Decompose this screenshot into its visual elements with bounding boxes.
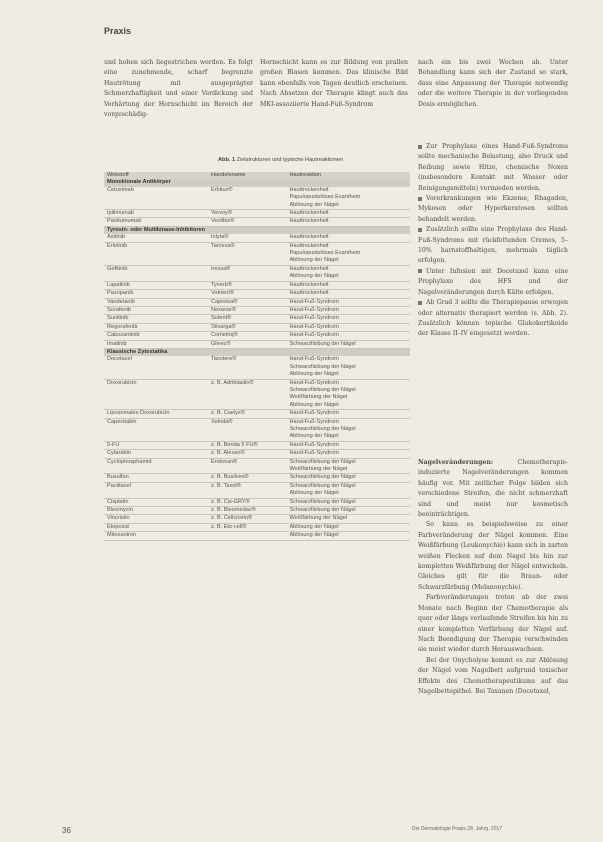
cell-hautreaktion bbox=[286, 290, 410, 297]
square-bullet-icon bbox=[418, 228, 422, 232]
cell-wirkstoff: Etoposid bbox=[107, 523, 129, 530]
reaction-line: Hand-Fuß-Syndrom bbox=[289, 306, 339, 313]
table-row bbox=[104, 515, 410, 523]
table-row bbox=[104, 234, 410, 242]
cell-wirkstoff: Sorafenib bbox=[107, 306, 131, 313]
table-row bbox=[104, 266, 410, 282]
reaction-line: Hauttrockenheit bbox=[289, 234, 329, 241]
cell-wirkstoff: Cetuximab bbox=[107, 186, 134, 193]
cell-hautreaktion bbox=[286, 282, 410, 289]
cell-handelsname: z. B. Taxol® bbox=[210, 482, 241, 489]
reaction-line: Weißfärbung der Nägel bbox=[289, 394, 348, 401]
reaction-line: Hauttrockenheit bbox=[289, 242, 329, 249]
reaction-line: Hauttrockenheit bbox=[289, 290, 329, 297]
cell-handelsname: z. B. Busilvex® bbox=[210, 474, 249, 481]
body-column-2 bbox=[260, 58, 408, 110]
group-title: Monoklonale Antikörper bbox=[107, 179, 171, 186]
cell-hautreaktion bbox=[286, 450, 410, 457]
cell-wirkstoff: Cytarabin bbox=[107, 450, 131, 457]
reaction-line: Hand-Fuß-Syndrom bbox=[289, 298, 339, 305]
cell-hautreaktion bbox=[286, 234, 410, 241]
cell-wirkstoff: Lapatinib bbox=[107, 281, 130, 288]
table-row bbox=[104, 332, 410, 340]
cell-wirkstoff: Doxorubicin bbox=[107, 379, 137, 386]
cell-wirkstoff: Mitoxantron bbox=[107, 532, 137, 539]
reaction-line: Schwarzfärbung der Nägel bbox=[289, 482, 356, 489]
cell-hautreaktion bbox=[286, 419, 410, 441]
cell-wirkstoff: Capecitabin bbox=[107, 418, 137, 425]
cell-handelsname: Caprelsa® bbox=[210, 298, 238, 305]
cell-hautreaktion bbox=[286, 483, 410, 498]
cell-wirkstoff: Vincristin bbox=[107, 515, 130, 522]
table-row bbox=[104, 187, 410, 210]
body-column-1 bbox=[104, 58, 253, 120]
cell-handelsname: Erbitux® bbox=[210, 186, 233, 193]
paragraph: und hohen sich liegestrichen werden. Es folgt eine zunehmende, scharf begrenzte Hautrötung mit ausgeprägter Schmerzhaftigkeit und einer Verdickung und Verhärtung der Hornschicht im Bereich der vorgeschädig- bbox=[104, 59, 253, 119]
cell-hautreaktion bbox=[286, 315, 410, 322]
paragraph bbox=[418, 458, 568, 520]
cell-hautreaktion bbox=[286, 307, 410, 314]
table-row bbox=[104, 507, 410, 515]
bullet-text: Unter Infusion mit Docetaxel kann eine Prophylaxe des HFS und der Nagelveränderungen durch Kälte erfolgen. bbox=[418, 267, 568, 296]
cell-wirkstoff: Gefitinib bbox=[107, 265, 128, 272]
cell-wirkstoff: Erlotinib bbox=[107, 242, 128, 249]
nail-changes-section bbox=[418, 458, 568, 697]
table-row bbox=[104, 315, 410, 323]
reaction-line: Ablösung der Nägel bbox=[289, 490, 339, 497]
cell-hautreaktion bbox=[286, 532, 410, 539]
reaction-line: Hand-Fuß-Syndrom bbox=[289, 356, 339, 363]
cell-handelsname: Glivec® bbox=[210, 340, 231, 347]
cell-hautreaktion bbox=[286, 380, 410, 410]
cell-handelsname: z. B. Adriblastin® bbox=[210, 379, 254, 386]
paragraph: So kann es beispielsweise zu einer Farbveränderung der Nägel kommen. Eine Weißfärbung (Leukonychie) kann sich in zarten weißen Flecken auf dem Nagel bis hin zur kompletten Weißfärbung der Nägel entwickeln. Gleiches gilt für die Braun- oder Schwarzfärbung (Melanonychie). bbox=[418, 521, 568, 591]
caption-text: Zielstrukturen und typische Hautreaktionen bbox=[236, 157, 343, 163]
cell-wirkstoff: Docetaxel bbox=[107, 356, 132, 363]
table-row bbox=[104, 532, 410, 540]
reaction-line: Ablösung der Nägel bbox=[289, 532, 339, 539]
table-row bbox=[104, 307, 410, 315]
paragraph: nach ein bis zwei Wochen ab. Unter Behandlung kann sich der Zustand so stark, dass eine Anpassung der Therapie notwendig oder die weitere Therapie in der vorliegenden Dosis ermöglichen. bbox=[418, 59, 568, 108]
cell-handelsname: z. B. Eto-cell® bbox=[210, 523, 247, 530]
cell-handelsname: Yervoy® bbox=[210, 210, 232, 217]
table-row bbox=[104, 419, 410, 442]
paragraph: Bei der Onycholyse kommt es zur Ablösung der Nägel vom Nagelbett aufgrund toxischer Effekte des Chemotherapeutikums auf das Nagelbettepithel. Bei Taxanen (Docetaxel, bbox=[418, 656, 568, 695]
cell-hautreaktion bbox=[286, 218, 410, 225]
cell-handelsname: z. B. Benda 5 FU® bbox=[210, 441, 258, 448]
cell-handelsname: z. B. Cis-GRY® bbox=[210, 498, 250, 505]
cell-hautreaktion bbox=[286, 410, 410, 417]
reaction-line: Schwarzfärbung der Nägel bbox=[289, 474, 356, 481]
cell-hautreaktion bbox=[286, 341, 410, 348]
cell-handelsname: Tarceva® bbox=[210, 242, 235, 249]
cell-wirkstoff: Regorafenib bbox=[107, 323, 138, 330]
reaction-line: Hauttrockenheit bbox=[289, 218, 329, 225]
reaction-line: Papulopustulöses Exanthem bbox=[289, 250, 361, 257]
body-column-3-top bbox=[418, 58, 568, 110]
reaction-line: Hand-Fuß-Syndrom bbox=[289, 315, 339, 322]
table-row bbox=[104, 499, 410, 507]
reaction-line: Ablösung der Nägel bbox=[289, 201, 339, 208]
table-row bbox=[104, 459, 410, 475]
reaction-line: Ablösung der Nägel bbox=[289, 257, 339, 264]
table-row bbox=[104, 341, 410, 349]
cell-handelsname: Inlyta® bbox=[210, 234, 229, 241]
recommendation-list bbox=[418, 142, 568, 340]
table-row bbox=[104, 356, 410, 379]
bullet-text: Zur Prophylaxe eines Hand-Fuß-Syndroms sollte mechanische Belastung, also Druck und Reibung sowie Hitze, chemische Noxen (insbesondere Kontakt mit Wasser oder Reinigungsmitteln) vermieden werden. bbox=[418, 143, 568, 192]
cell-wirkstoff: Pazopanib bbox=[107, 290, 134, 297]
bullet-item bbox=[418, 267, 568, 298]
reaction-line: Ablösung der Nägel bbox=[289, 523, 339, 530]
reaction-line: Ablösung der Nägel bbox=[289, 433, 339, 440]
square-bullet-icon bbox=[418, 145, 422, 149]
cell-wirkstoff: Liposomales Doxorubicin bbox=[107, 410, 170, 417]
table-row bbox=[104, 442, 410, 450]
cell-wirkstoff: Busulfan bbox=[107, 474, 129, 481]
cell-wirkstoff: Imatinib bbox=[107, 340, 127, 347]
cell-hautreaktion bbox=[286, 299, 410, 306]
cell-hautreaktion bbox=[286, 332, 410, 339]
reaction-line: Hand-Fuß-Syndrom bbox=[289, 332, 339, 339]
cell-wirkstoff: Ipilimumab bbox=[107, 210, 135, 217]
runin-heading: Nagelveränderungen: bbox=[418, 459, 494, 466]
reaction-line: Hauttrockenheit bbox=[289, 186, 329, 193]
table-row bbox=[104, 410, 410, 418]
cell-handelsname: Votrient® bbox=[210, 290, 235, 297]
cell-handelsname: Taxotere® bbox=[210, 356, 237, 363]
bullet-text: Vorerkrankungen wie Ekzeme, Rhagaden, Mykosen oder Hyperkeratosen sollten behandelt werden. bbox=[418, 195, 568, 223]
caption-label: Abb. 1 bbox=[218, 157, 236, 163]
column-header-wirkstoff: Wirkstoff bbox=[107, 172, 129, 178]
cell-hautreaktion bbox=[286, 187, 410, 209]
cell-handelsname: z. B. Alexan® bbox=[210, 450, 245, 457]
reaction-line: Hand-Fuß-Syndrom bbox=[289, 450, 339, 457]
cell-handelsname: Cometriq® bbox=[210, 332, 238, 339]
reaction-line: Ablösung der Nägel bbox=[289, 401, 339, 408]
cell-handelsname: Stivarga® bbox=[210, 323, 236, 330]
bullet-text: Ab Grad 3 sollte die Therapiepause erwogen oder alternativ therapiert werden (s. Abb. 2). Zusätzlich können topische Glukokortikoide der Klasse II–IV eingesetzt werden. bbox=[418, 299, 568, 338]
cell-hautreaktion bbox=[286, 266, 410, 281]
cell-hautreaktion bbox=[286, 515, 410, 522]
reaction-line: Schwarzfärbung der Nägel bbox=[289, 426, 356, 432]
cell-handelsname: z. B. Cellcristin® bbox=[210, 515, 253, 522]
cell-handelsname: z. B. Bleomedac® bbox=[210, 507, 256, 514]
paragraph: Hornschicht kann es zur Bildung von prallen großen Blasen kommen. Das klinische Bild kann ebenfalls von Tagen deutlich erscheinen. Nach Absetzen der Therapie klingt auch das MKI-assoziierte Hand-Fuß-Syndrom bbox=[260, 59, 408, 108]
reaction-line: Hand-Fuß-Syndrom bbox=[289, 441, 339, 448]
square-bullet-icon bbox=[418, 197, 422, 201]
cell-handelsname: z. B. Caelyx® bbox=[210, 410, 245, 417]
group-title: Klassische Zytostatika bbox=[107, 348, 168, 355]
reaction-line: Hauttrockenheit bbox=[289, 265, 329, 272]
cell-wirkstoff: Vandetanib bbox=[107, 298, 135, 305]
reaction-line: Schwarzfärbung der Nägel bbox=[289, 498, 356, 505]
cell-wirkstoff: Cabozantinib bbox=[107, 332, 140, 339]
reaction-line: Schwarzfärbung der Nägel bbox=[289, 458, 356, 465]
table-caption bbox=[218, 157, 343, 163]
cell-hautreaktion bbox=[286, 324, 410, 331]
cell-wirkstoff: Panitumumab bbox=[107, 218, 142, 225]
cell-hautreaktion bbox=[286, 499, 410, 506]
table-body bbox=[104, 179, 410, 540]
reaction-line: Weißfärbung der Nägel bbox=[289, 515, 348, 522]
cell-hautreaktion bbox=[286, 459, 410, 474]
cell-handelsname: Xeloda® bbox=[210, 418, 233, 425]
cell-handelsname: Tyverb® bbox=[210, 281, 232, 288]
reaction-line: Hand-Fuß-Syndrom bbox=[289, 418, 339, 425]
cell-handelsname: Endoxan® bbox=[210, 458, 238, 465]
bullet-item bbox=[418, 225, 568, 267]
cell-wirkstoff: 5-FU bbox=[107, 441, 120, 448]
page-number: 36 bbox=[62, 826, 71, 835]
square-bullet-icon bbox=[418, 269, 422, 273]
cell-wirkstoff: Paclitaxel bbox=[107, 482, 131, 489]
reaction-line: Hand-Fuß-Syndrom bbox=[289, 323, 339, 330]
table-row bbox=[104, 243, 410, 266]
table-group-row bbox=[104, 227, 410, 234]
cell-hautreaktion bbox=[286, 524, 410, 531]
column-header-handelsname: Handelsname bbox=[210, 172, 246, 178]
bullet-item bbox=[418, 298, 568, 340]
bullet-item bbox=[418, 194, 568, 225]
bullet-text: Zusätzlich sollte eine Prophylaxe des Hand-Fuß-Syndroms mit rückfettenden Cremes, 5–10% harnstoffhaltigen, mehrmals täglich erfolgen. bbox=[418, 226, 568, 265]
reaction-line: Weißfärbung der Nägel bbox=[289, 466, 348, 473]
reaction-line: Schwarzfärbung der Nägel bbox=[289, 386, 356, 393]
table-row bbox=[104, 524, 410, 532]
paragraph: Farbveränderungen treten ab der zwei Monate nach Beginn der Chemotherapie als quer oder längs verlaufende Streifen bis hin zu einer kompletten Verfärbung der Nägel auf. Nach Beendigung der Therapie verschwinden sie meist wieder durch Herauswachsen. bbox=[418, 594, 568, 654]
reaction-line: Hand-Fuß-Syndrom bbox=[289, 410, 339, 417]
journal-footer: Die Dermatologie Praxis 28. Jahrg. 2017 bbox=[412, 826, 503, 832]
table-row bbox=[104, 282, 410, 290]
cell-hautreaktion bbox=[286, 356, 410, 378]
table-group-row bbox=[104, 349, 410, 356]
table-row bbox=[104, 380, 410, 411]
cell-hautreaktion bbox=[286, 507, 410, 514]
reaction-line: Ablösung der Nägel bbox=[289, 273, 339, 280]
table-row bbox=[104, 210, 410, 218]
reaction-line: Papulopustulöses Exanthem bbox=[289, 194, 361, 201]
group-title: Tyrosin- oder Multikinase-Inhibitoren bbox=[107, 226, 206, 233]
reaction-line: Hand-Fuß-Syndrom bbox=[289, 379, 339, 386]
reaction-line: Ablösung der Nägel bbox=[289, 371, 339, 378]
cell-hautreaktion bbox=[286, 442, 410, 449]
bullet-item bbox=[418, 142, 568, 194]
table-header-row bbox=[104, 172, 410, 179]
reaction-line: Schwarzfärbung der Nägel bbox=[289, 340, 356, 347]
table-row bbox=[104, 483, 410, 499]
table-row bbox=[104, 474, 410, 482]
reaction-line: Schwarzfärbung der Nägel bbox=[289, 363, 356, 370]
cell-wirkstoff: Cisplatin bbox=[107, 498, 129, 505]
section-label: Praxis bbox=[104, 26, 132, 36]
table-row bbox=[104, 450, 410, 458]
table-row bbox=[104, 290, 410, 298]
column-header-hautreaktion: Hautreaktion bbox=[289, 172, 322, 178]
cell-handelsname: Iressa® bbox=[210, 265, 231, 272]
table-row bbox=[104, 218, 410, 226]
reaction-line: Hauttrockenheit bbox=[289, 281, 329, 288]
table-row bbox=[104, 324, 410, 332]
cell-hautreaktion bbox=[286, 474, 410, 481]
cell-wirkstoff: Sunitinib bbox=[107, 315, 129, 322]
cell-hautreaktion bbox=[286, 243, 410, 265]
square-bullet-icon bbox=[418, 301, 422, 305]
cell-wirkstoff: Axitinib bbox=[107, 234, 126, 241]
reaction-line: Schwarzfärbung der Nägel bbox=[289, 507, 356, 514]
paragraph-text: Chemotherapie-induzierte Nagelveränderungen kommen häufig vor. Mit zeitlicher Folge bilden sich verschiedene Streifen, die nicht schmerzhaft sind und meist nur kosmetisch beeinträchtigen. bbox=[418, 459, 568, 519]
table-group-row bbox=[104, 179, 410, 186]
reaction-line: Hauttrockenheit bbox=[289, 210, 329, 217]
cell-wirkstoff: Cyclophosphamid bbox=[107, 458, 152, 465]
cell-handelsname: Vectibix® bbox=[210, 218, 235, 225]
cell-handelsname: Nexavar® bbox=[210, 306, 236, 313]
cell-wirkstoff: Bleomycin bbox=[107, 507, 133, 514]
cell-handelsname bbox=[208, 532, 286, 539]
drug-reaction-table bbox=[104, 172, 410, 541]
table-row bbox=[104, 299, 410, 307]
cell-hautreaktion bbox=[286, 210, 410, 217]
cell-handelsname: Sutent® bbox=[210, 315, 232, 322]
